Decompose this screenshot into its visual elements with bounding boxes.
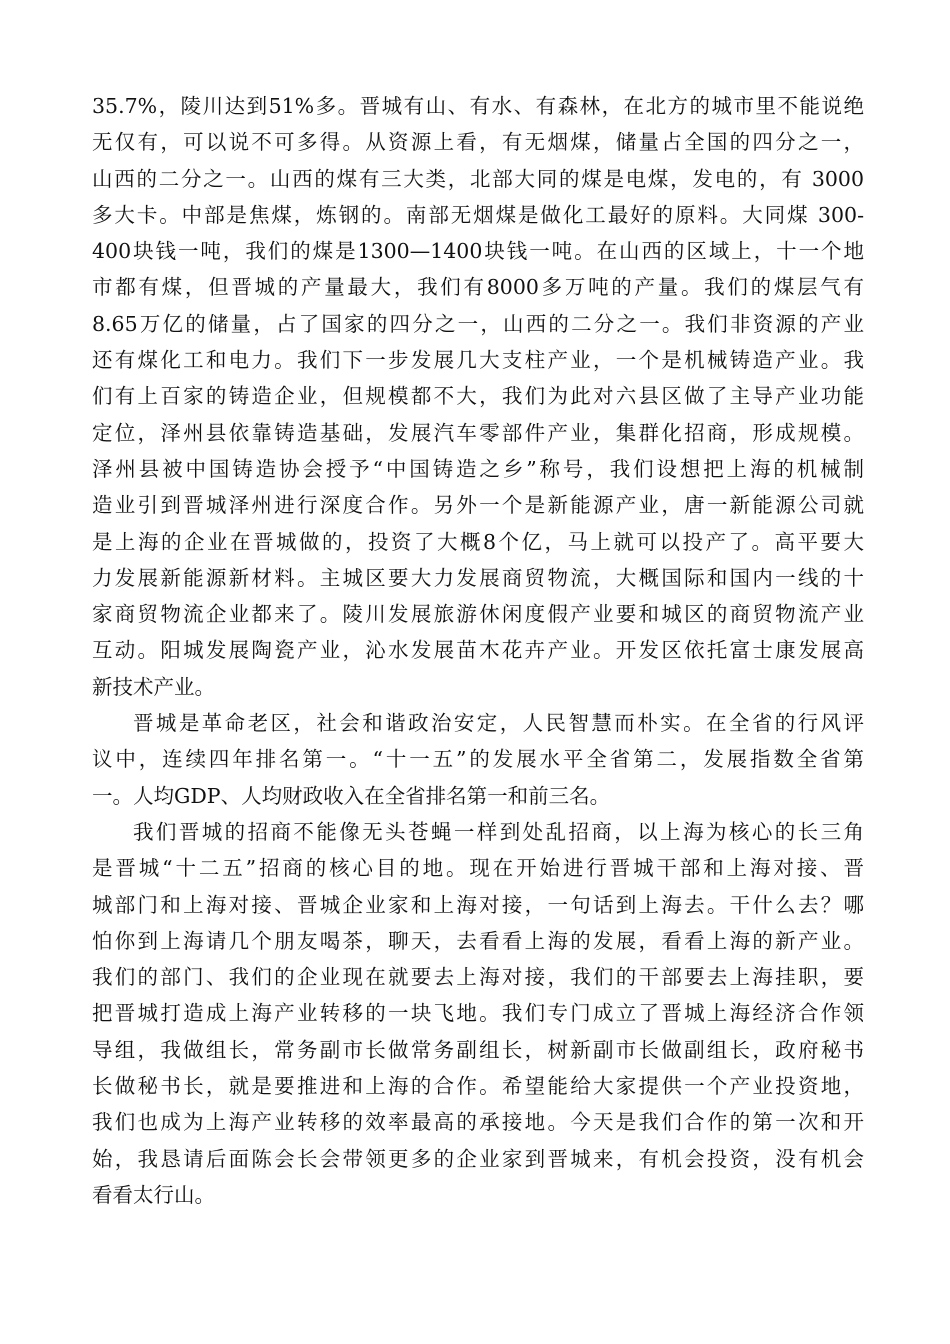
text-line: 8.65万亿的储量，占了国家的四分之一，山西的二分之一。我们非资源的产业 bbox=[92, 311, 864, 336]
text-line: 导组，我做组长，常务副市长做常务副组长，树新副市长做副组长，政府秘书 bbox=[92, 1037, 864, 1062]
text-line: 互动。阳城发展陶瓷产业，沁水发展苗木花卉产业。开发区依托富士康发展高 bbox=[92, 638, 864, 663]
text-line: 家商贸物流企业都来了。陵川发展旅游休闲度假产业要和城区的商贸物流产业 bbox=[92, 602, 864, 627]
text-line: 35.7%，陵川达到51%多。晋城有山、有水、有森林，在北方的城市里不能说绝 bbox=[92, 94, 864, 118]
document-page bbox=[92, 88, 864, 1213]
text-line: 是上海的企业在晋城做的，投资了大概8个亿，马上就可以投产了。高平要大 bbox=[92, 529, 864, 554]
text-line: 看看太行山。 bbox=[92, 1182, 215, 1207]
text-line: 新技术产业。 bbox=[92, 674, 215, 699]
text-line: 泽州县被中国铸造协会授予“中国铸造之乡”称号，我们设想把上海的机械制 bbox=[92, 456, 864, 481]
text-line: 还有煤化工和电力。我们下一步发展几大支柱产业，一个是机械铸造产业。我 bbox=[92, 348, 864, 373]
text-line: 城部门和上海对接、晋城企业家和上海对接，一句话到上海去。干什么去？哪 bbox=[92, 892, 864, 917]
text-line: 400块钱一吨，我们的煤是1300—1400块钱一吨。在山西的区域上，十一个地 bbox=[92, 239, 864, 264]
text-line: 们有上百家的铸造企业，但规模都不大，我们为此对六县区做了主导产业功能 bbox=[92, 384, 864, 409]
text-line: 定位，泽州县依靠铸造基础，发展汽车零部件产业，集群化招商，形成规模。 bbox=[92, 420, 864, 445]
text-line: 始，我恳请后面陈会长会带领更多的企业家到晋城来，有机会投资，没有机会 bbox=[92, 1146, 864, 1171]
text-line: 力发展新能源新材料。主城区要大力发展商贸物流，大概国际和国内一线的十 bbox=[92, 565, 864, 590]
text-line: 把晋城打造成上海产业转移的一块飞地。我们专门成立了晋城上海经济合作领 bbox=[92, 1001, 864, 1026]
text-line: 市都有煤，但晋城的产量最大，我们有8000多万吨的产量。我们的煤层气有 bbox=[92, 275, 864, 300]
text-line: 一。人均GDP、人均财政收入在全省排名第一和前三名。 bbox=[92, 783, 611, 808]
text-line: 怕你到上海请几个朋友喝茶，聊天，去看看上海的发展，看看上海的新产业。 bbox=[92, 928, 864, 953]
text-line: 我们晋城的招商不能像无头苍蝇一样到处乱招商，以上海为核心的长三角 bbox=[133, 819, 864, 844]
text-line: 我们的部门、我们的企业现在就要去上海对接，我们的干部要去上海挂职，要 bbox=[92, 965, 864, 990]
text-line: 是晋城“十二五”招商的核心目的地。现在开始进行晋城干部和上海对接、晋 bbox=[92, 856, 864, 881]
text-line: 长做秘书长，就是要推进和上海的合作。希望能给大家提供一个产业投资地， bbox=[92, 1074, 864, 1099]
text-line: 山西的二分之一。山西的煤有三大类，北部大同的煤是电煤，发电的，有 3000 bbox=[92, 166, 864, 191]
text-line: 多大卡。中部是焦煤，炼钢的。南部无烟煤是做化工最好的原料。大同煤 300- bbox=[92, 202, 864, 227]
text-line: 议中，连续四年排名第一。“十一五”的发展水平全省第二，发展指数全省第 bbox=[92, 747, 864, 772]
text-line: 无仅有，可以说不可多得。从资源上看，有无烟煤，储量占全国的四分之一， bbox=[92, 130, 864, 155]
text-line: 晋城是革命老区，社会和谐政治安定，人民智慧而朴实。在全省的行风评 bbox=[133, 711, 864, 736]
text-line: 我们也成为上海产业转移的效率最高的承接地。今天是我们合作的第一次和开 bbox=[92, 1110, 864, 1135]
text-line: 造业引到晋城泽州进行深度合作。另外一个是新能源产业，唐一新能源公司就 bbox=[92, 493, 864, 518]
